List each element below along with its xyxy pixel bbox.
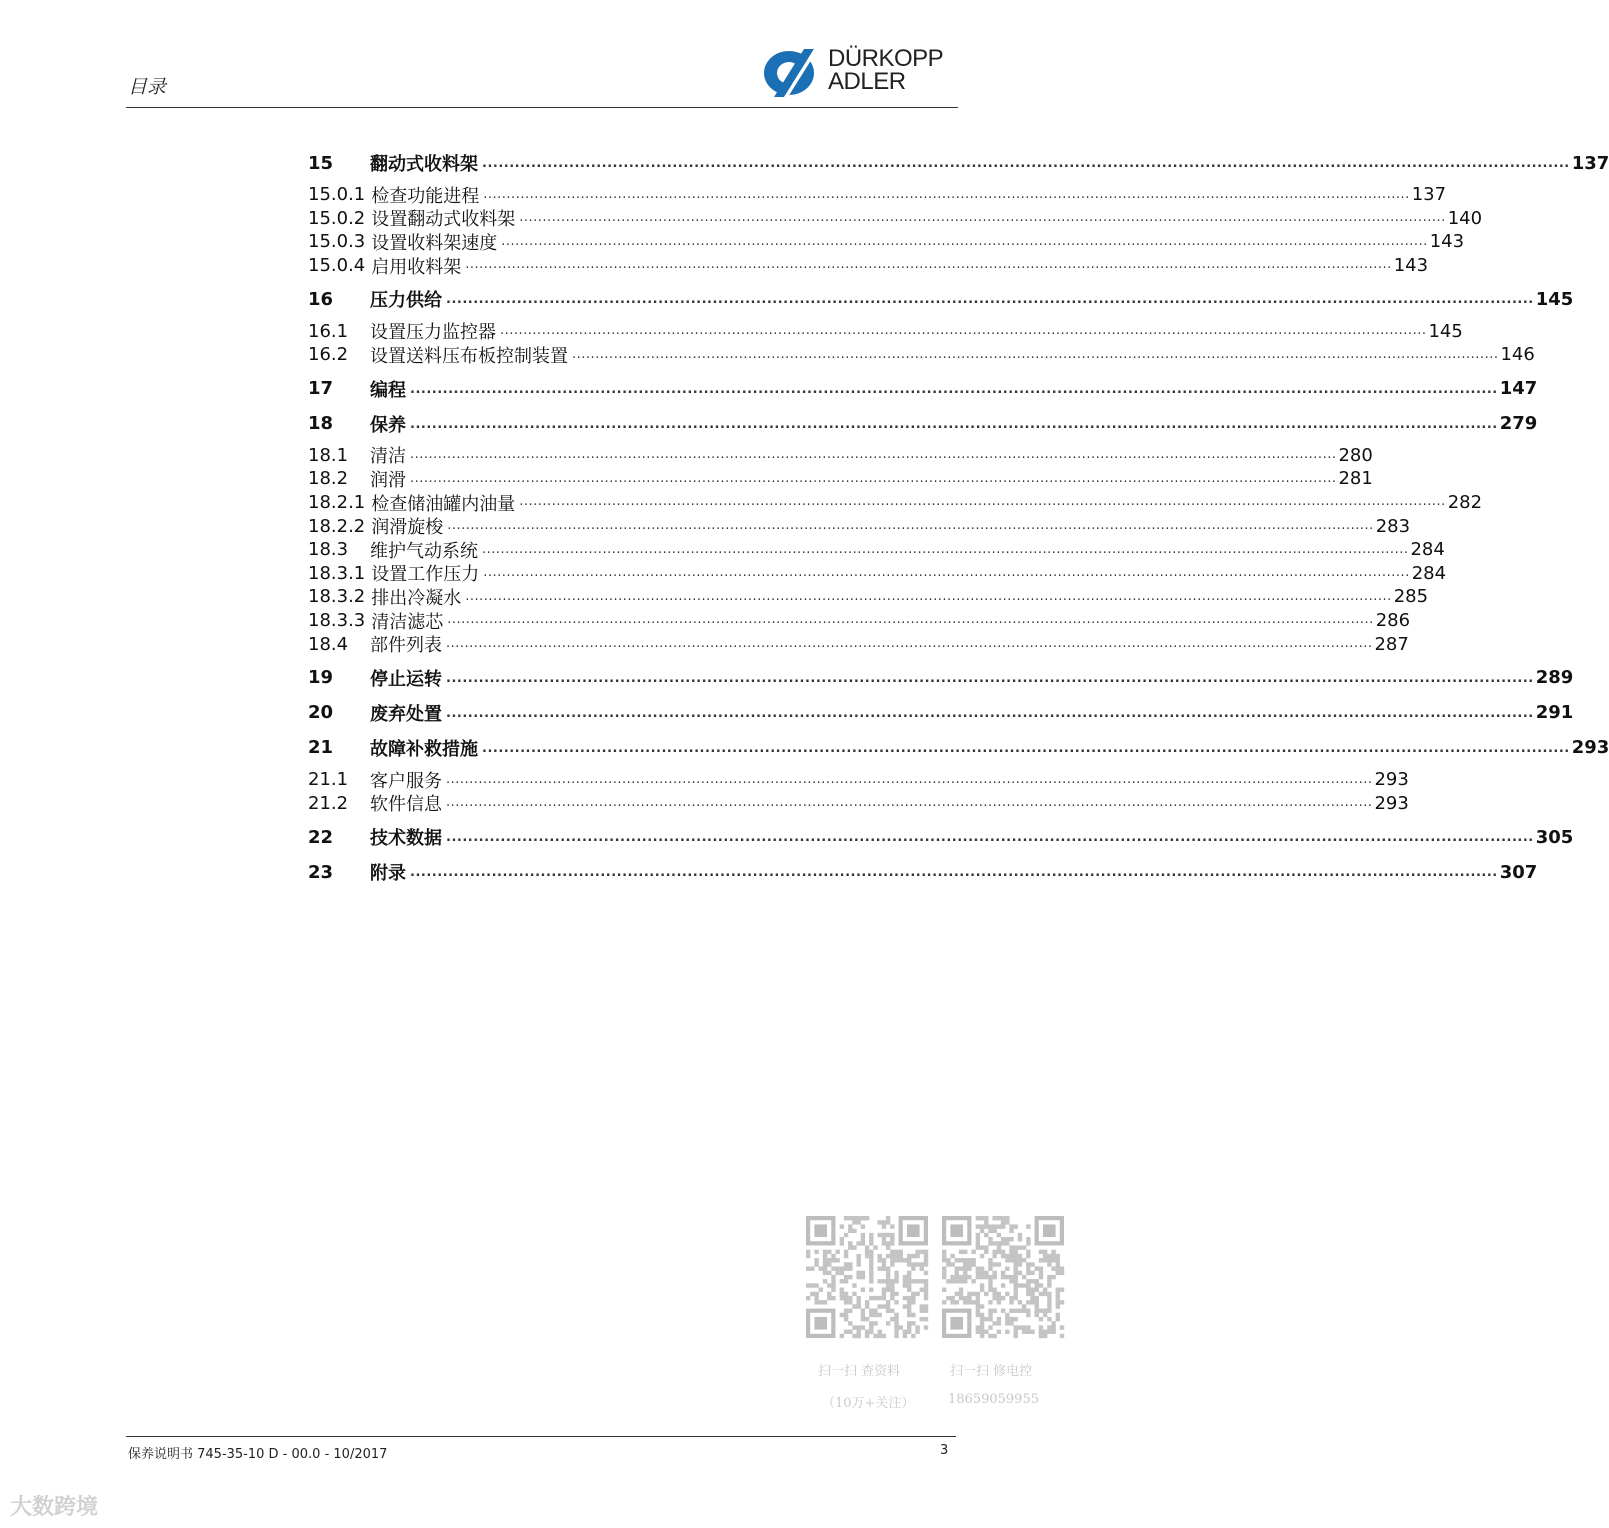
qr-right-caption: 扫一扫 修电控 [950, 1364, 1033, 1379]
qr-code-right [942, 1216, 1064, 1338]
toc-entry-number: 18.3.2 [308, 586, 366, 608]
qr-right-subcaption: 18659059955 [948, 1392, 1039, 1407]
toc-entry-page: 293 [1374, 769, 1409, 791]
toc-entry [308, 319, 1463, 344]
toc-leader-dots: ........................................................................................................................................................................................................ [447, 517, 1374, 533]
toc-entry-number: 19 [308, 667, 334, 689]
toc-entry [308, 792, 1409, 816]
toc-leader-dots: ........................................................................................................................................................................................................ [447, 612, 1374, 628]
toc-entry [308, 254, 1429, 278]
toc-entry [308, 609, 1411, 633]
toc-entry [308, 467, 1373, 491]
qr-left-subcaption: （10万+关注） [822, 1396, 915, 1411]
toc-entry-page: 143 [1429, 231, 1465, 253]
toc-entry-title: 部件列表 [370, 635, 442, 657]
toc-entry-number: 15.0.1 [308, 184, 366, 206]
toc-entry-title: 清洁 [370, 446, 406, 468]
toc-entry-number: 16.2 [308, 344, 349, 366]
toc-entry-page: 293 [1571, 737, 1609, 759]
toc-leader-dots: ........................................................................................................................................................................................................ [465, 257, 1392, 273]
toc-entry-number: 18.2 [308, 468, 349, 490]
toc-leader-dots: ........................................................................................................................................................................................................ [482, 156, 1570, 171]
toc-entry-title: 设置翻动式收料架 [371, 209, 516, 231]
toc-leader-dots: ........................................................................................................................................................................................................ [500, 322, 1427, 338]
toc-leader-dots: ........................................................................................................................................................................................................ [410, 381, 1498, 397]
toc-entry-page: 146 [1500, 344, 1535, 366]
toc-leader-dots: ........................................................................................................................................................................................................ [482, 541, 1409, 557]
toc-entry-number: 15.0.3 [308, 231, 366, 253]
toc-entry-number: 16.1 [308, 320, 349, 342]
toc-entry-page: 281 [1338, 468, 1373, 490]
toc-entry [308, 538, 1445, 562]
toc-entry-title: 润滑 [370, 469, 406, 491]
toc-entry [308, 207, 1483, 231]
toc-entry [308, 735, 1609, 761]
toc-entry-page: 137 [1571, 152, 1609, 174]
toc-entry-number: 15.0.4 [308, 255, 366, 277]
toc-entry-title: 启用收料架 [371, 256, 462, 278]
toc-entry-title: 设置工作压力 [371, 564, 480, 586]
toc-entry-page: 293 [1374, 792, 1409, 814]
toc-entry-title: 维护气动系统 [370, 540, 478, 562]
toc-entry-number: 18.3.3 [308, 610, 366, 632]
page-header-title: 目录 [128, 76, 167, 98]
toc-leader-dots: ........................................................................................................................................................................................................ [446, 705, 1534, 721]
toc-entry-title: 设置收料架速度 [371, 232, 498, 254]
toc-leader-dots: ........................................................................................................................................................................................................ [446, 292, 1534, 308]
toc-entry-page: 287 [1374, 633, 1409, 655]
toc-leader-dots: ........................................................................................................................................................................................................ [465, 588, 1392, 604]
toc-entry-page: 283 [1375, 515, 1411, 537]
toc-entry-page: 284 [1411, 562, 1447, 584]
toc-entry-title: 软件信息 [370, 794, 442, 816]
table-of-contents [308, 150, 1609, 885]
toc-leader-dots: ........................................................................................................................................................................................................ [482, 740, 1570, 756]
logo-text-line2: ADLER [828, 68, 906, 95]
toc-leader-dots: ........................................................................................................................................................................................................ [519, 210, 1446, 226]
toc-entry-title: 编程 [370, 379, 406, 401]
toc-entry-page: 143 [1393, 255, 1429, 277]
toc-leader-dots: ........................................................................................................................................................................................................ [410, 447, 1337, 463]
toc-entry [308, 514, 1411, 539]
logo-emblem-icon [762, 47, 824, 99]
toc-entry [308, 491, 1483, 515]
toc-entry [308, 562, 1447, 586]
toc-entry-number: 21 [308, 737, 334, 759]
toc-entry-page: 145 [1535, 288, 1574, 310]
toc-entry-page: 280 [1338, 444, 1373, 466]
toc-leader-dots: ........................................................................................................................................................................................................ [410, 470, 1337, 486]
toc-entry-page: 307 [1499, 861, 1538, 883]
toc-entry-number: 15.0.2 [308, 207, 366, 229]
toc-entry-page: 289 [1535, 667, 1574, 689]
watermark-text: 大数跨境 [10, 1495, 99, 1520]
toc-entry [308, 585, 1429, 609]
toc-entry [308, 444, 1373, 468]
qr-left-caption: 扫一扫 查资料 [818, 1364, 901, 1379]
toc-entry-page: 284 [1410, 539, 1445, 561]
toc-entry-page: 279 [1499, 413, 1538, 435]
toc-entry-page: 145 [1428, 320, 1463, 342]
toc-entry-number: 18.1 [308, 444, 349, 466]
footer-divider [126, 1436, 956, 1437]
toc-entry-number: 23 [308, 861, 334, 883]
toc-entry-title: 附录 [370, 863, 406, 885]
toc-leader-dots: ........................................................................................................................................................................................................ [572, 346, 1499, 362]
toc-entry-number: 22 [308, 826, 334, 848]
toc-entry-page: 147 [1499, 378, 1538, 400]
toc-entry [308, 824, 1574, 850]
toc-entry-number: 18.2.1 [308, 492, 366, 514]
toc-entry [308, 665, 1574, 691]
toc-entry [308, 859, 1538, 885]
toc-entry-number: 20 [308, 702, 334, 724]
toc-entry-page: 305 [1535, 826, 1574, 848]
toc-entry [308, 150, 1609, 176]
toc-leader-dots: ........................................................................................................................................................................................................ [446, 795, 1373, 811]
toc-entry-number: 15 [308, 152, 334, 174]
toc-entry-number: 21.1 [308, 769, 349, 791]
toc-entry-title: 清洁滤芯 [371, 611, 444, 633]
toc-entry-number: 17 [308, 378, 334, 400]
toc-entry-title: 压力供给 [370, 290, 442, 312]
toc-entry [308, 411, 1538, 437]
logo-text-line1: DÜRKOPP [828, 45, 944, 72]
toc-leader-dots: ........................................................................................................................................................................................................ [501, 233, 1428, 249]
toc-leader-dots: ........................................................................................................................................................................................................ [410, 865, 1498, 881]
toc-entry-page: 291 [1535, 702, 1574, 724]
toc-entry [308, 343, 1535, 367]
toc-entry-number: 21.2 [308, 792, 349, 814]
toc-leader-dots: ........................................................................................................................................................................................................ [519, 494, 1446, 510]
toc-leader-dots: ........................................................................................................................................................................................................ [410, 416, 1498, 432]
toc-entry-title: 废弃处置 [370, 703, 442, 725]
toc-entry-number: 16 [308, 288, 334, 310]
toc-entry-number: 18 [308, 413, 334, 435]
toc-entry-number: 18.2.2 [308, 515, 366, 537]
toc-entry-page: 282 [1447, 492, 1483, 514]
toc-entry-title: 检查储油罐内油量 [371, 493, 516, 515]
toc-leader-dots: ........................................................................................................................................................................................................ [446, 830, 1534, 846]
toc-entry-page: 140 [1447, 207, 1483, 229]
toc-leader-dots: ........................................................................................................................................................................................................ [446, 771, 1373, 787]
durkopp-adler-logo [762, 47, 958, 99]
toc-leader-dots: ........................................................................................................................................................................................................ [483, 186, 1410, 202]
toc-entry-number: 18.4 [308, 633, 349, 655]
toc-leader-dots: ........................................................................................................................................................................................................ [446, 635, 1373, 651]
toc-entry-number: 18.3.1 [308, 562, 366, 584]
toc-entry-title: 设置压力监控器 [370, 322, 496, 344]
toc-entry [308, 286, 1574, 312]
toc-entry [308, 376, 1538, 402]
toc-leader-dots: ........................................................................................................................................................................................................ [446, 670, 1534, 686]
toc-entry-title: 故障补救措施 [370, 738, 478, 760]
toc-entry-title: 停止运转 [370, 668, 442, 690]
qr-code-left [806, 1216, 928, 1338]
toc-entry [308, 632, 1409, 657]
toc-entry-title: 检查功能进程 [371, 185, 480, 207]
toc-entry-number: 18.3 [308, 539, 349, 561]
toc-entry [308, 700, 1574, 726]
toc-leader-dots: ........................................................................................................................................................................................................ [483, 565, 1410, 581]
toc-entry-title: 润滑旋梭 [371, 517, 444, 539]
header-divider [126, 107, 958, 108]
toc-entry-page: 285 [1393, 586, 1429, 608]
toc-entry [308, 183, 1447, 207]
toc-entry [308, 230, 1465, 254]
footer-page-number: 3 [940, 1443, 949, 1458]
toc-entry-title: 排出冷凝水 [371, 587, 462, 609]
toc-entry-page: 286 [1375, 610, 1411, 632]
toc-entry [308, 768, 1409, 792]
toc-entry-title: 客户服务 [370, 770, 442, 792]
toc-entry-title: 技术数据 [370, 828, 442, 850]
toc-entry-title: 保养 [370, 414, 406, 436]
toc-entry-page: 137 [1411, 184, 1447, 206]
toc-entry-title: 设置送料压布板控制装置 [370, 345, 568, 367]
toc-entry-title: 翻动式收料架 [370, 154, 478, 175]
footer-document-info: 保养说明书 745-35-10 D - 00.0 - 10/2017 [128, 1447, 388, 1462]
